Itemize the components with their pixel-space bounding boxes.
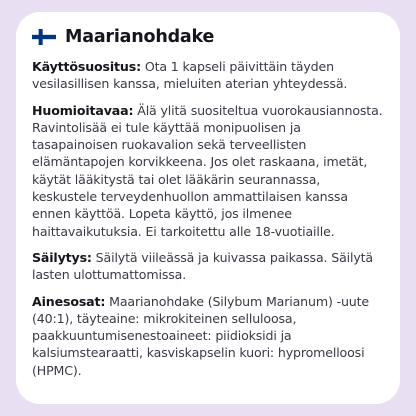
finland-flag-icon (32, 29, 56, 45)
usage-text: Ota 1 kapseli päivittäin täyden vesilasillisen kanssa, mieluiten aterian yhteydessä. (32, 59, 348, 92)
product-header (32, 22, 384, 52)
ingredients-section (32, 293, 384, 379)
ingredients-text: Maarianohdake (Silybum Marianum) -uute (40:1), täyteaine: mikrokiteinen selluloosa, paakkuuntumisenestoaineet: piidioksidi ja kalsiumstearaatti, kasviskapselin kuori: hypromelloosi (HPMC). (32, 293, 370, 378)
ingredients-label: Ainesosat: (32, 293, 106, 309)
warnings-text: Älä ylitä suositeltua vuorokausiannosta. Ravintolisää ei tule käyttää monipuolisen ja tasapainoisen ruokavalion sekä terveellisten elämäntapojen korvikkeena. Jos olet raskaana, imetät, käytät lääkitystä tai olet lääkärin seurannassa, keskustele terveydenhuollon ammattilaisen kanssa ennen käyttöä. Lopeta käyttö, jos ilmenee haittavaikutuksia. Ei tarkoitettu alle 18-vuotiaille. (32, 102, 383, 239)
storage-text: Säilytä viileässä ja kuivassa paikassa. Säilytä lasten ulottumattomissa. (32, 249, 373, 283)
usage-label: Käyttösuositus: (32, 59, 141, 74)
storage-label: Säilytys: (32, 249, 92, 265)
usage-section (32, 58, 384, 93)
product-info-card (16, 12, 400, 404)
product-title: Maarianohdake (65, 27, 215, 47)
warnings-section (32, 102, 384, 240)
storage-section (32, 249, 384, 284)
warnings-label: Huomioitavaa: (32, 102, 134, 118)
